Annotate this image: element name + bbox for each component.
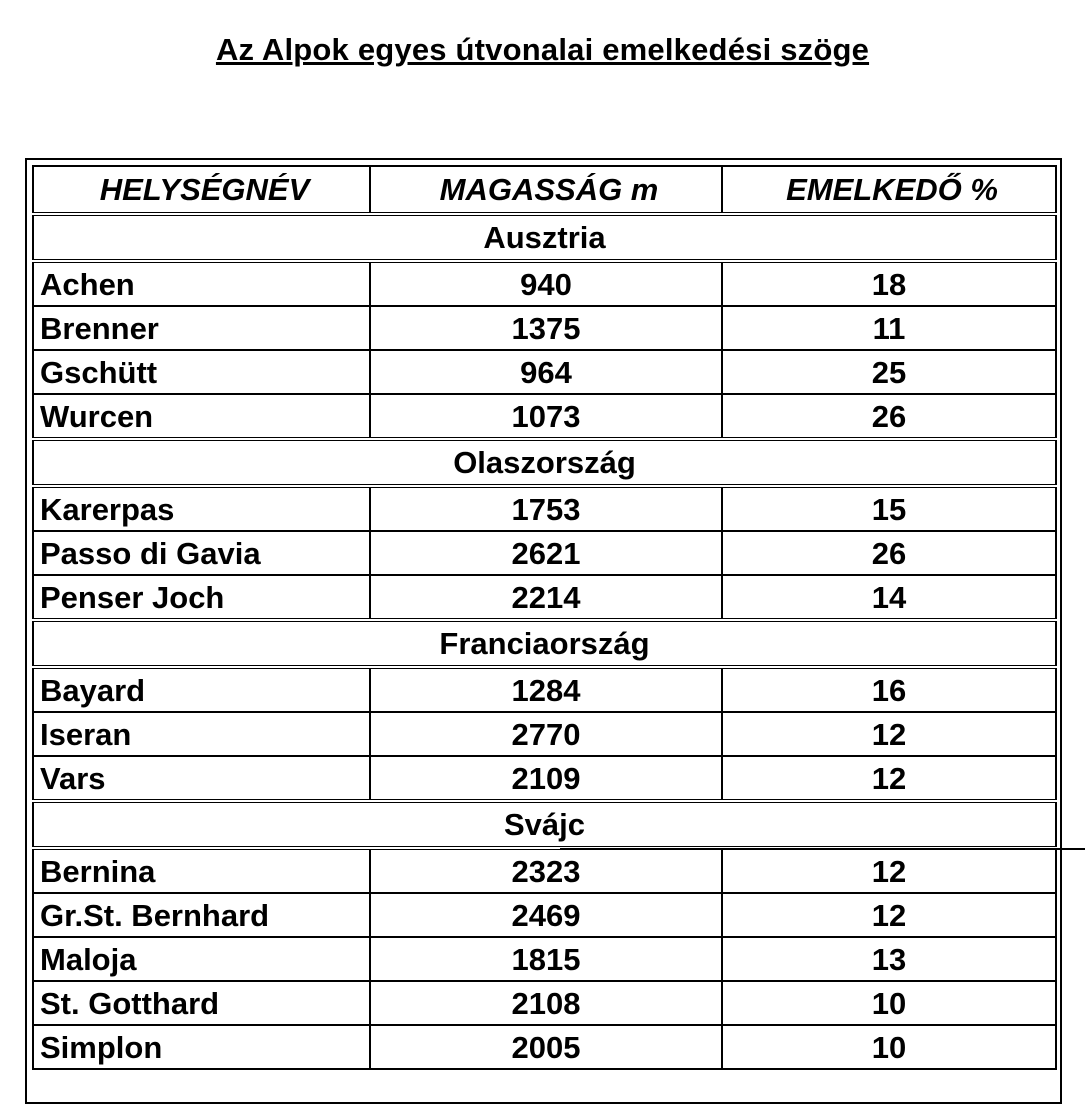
grade-cell: 11 [722, 306, 1056, 350]
height-cell: 2469 [370, 893, 722, 937]
alpine-routes-table [32, 165, 1057, 1070]
header-height: MAGASSÁG m [370, 166, 722, 214]
height-cell: 1753 [370, 486, 722, 531]
country-name: Ausztria [33, 214, 1056, 261]
grade-cell: 13 [722, 937, 1056, 981]
header-row [33, 166, 1056, 214]
place-cell: St. Gotthard [33, 981, 370, 1025]
grade-cell: 12 [722, 893, 1056, 937]
place-cell: Achen [33, 261, 370, 306]
place-cell: Karerpas [33, 486, 370, 531]
grade-cell: 12 [722, 756, 1056, 801]
grade-cell: 26 [722, 531, 1056, 575]
place-cell: Bayard [33, 667, 370, 712]
table-row [33, 486, 1056, 531]
grade-cell: 15 [722, 486, 1056, 531]
height-cell: 2770 [370, 712, 722, 756]
grade-cell: 12 [722, 848, 1056, 893]
grade-cell: 18 [722, 261, 1056, 306]
table-row [33, 893, 1056, 937]
grade-cell: 10 [722, 1025, 1056, 1069]
table-row [33, 756, 1056, 801]
grade-cell: 12 [722, 712, 1056, 756]
height-cell: 2214 [370, 575, 722, 620]
table-row [33, 848, 1056, 893]
grade-cell: 16 [722, 667, 1056, 712]
table-row [33, 394, 1056, 439]
country-group-row [33, 801, 1056, 848]
table-row [33, 261, 1056, 306]
height-cell: 964 [370, 350, 722, 394]
place-cell: Gr.St. Bernhard [33, 893, 370, 937]
grade-cell: 26 [722, 394, 1056, 439]
country-name: Svájc [33, 801, 1056, 848]
place-cell: Maloja [33, 937, 370, 981]
height-cell: 2621 [370, 531, 722, 575]
country-name: Franciaország [33, 620, 1056, 667]
table-row [33, 350, 1056, 394]
header-grade: EMELKEDŐ % [722, 166, 1056, 214]
country-group-row [33, 214, 1056, 261]
stray-pen-line [560, 848, 1085, 850]
height-cell: 1375 [370, 306, 722, 350]
height-cell: 1815 [370, 937, 722, 981]
place-cell: Brenner [33, 306, 370, 350]
grade-cell: 14 [722, 575, 1056, 620]
place-cell: Wurcen [33, 394, 370, 439]
table-row [33, 937, 1056, 981]
height-cell: 1284 [370, 667, 722, 712]
country-group-row [33, 439, 1056, 486]
table-row [33, 667, 1056, 712]
place-cell: Penser Joch [33, 575, 370, 620]
table-row [33, 575, 1056, 620]
height-cell: 2323 [370, 848, 722, 893]
page-title: Az Alpok egyes útvonalai emelkedési szöge [215, 32, 870, 67]
table-row [33, 531, 1056, 575]
place-cell: Gschütt [33, 350, 370, 394]
grade-cell: 25 [722, 350, 1056, 394]
height-cell: 940 [370, 261, 722, 306]
table-row [33, 712, 1056, 756]
table-row [33, 981, 1056, 1025]
grade-cell: 10 [722, 981, 1056, 1025]
country-name: Olaszország [33, 439, 1056, 486]
table-row [33, 306, 1056, 350]
height-cell: 2005 [370, 1025, 722, 1069]
table-row [33, 1025, 1056, 1069]
height-cell: 2108 [370, 981, 722, 1025]
place-cell: Simplon [33, 1025, 370, 1069]
country-group-row [33, 620, 1056, 667]
height-cell: 1073 [370, 394, 722, 439]
place-cell: Iseran [33, 712, 370, 756]
height-cell: 2109 [370, 756, 722, 801]
place-cell: Passo di Gavia [33, 531, 370, 575]
place-cell: Bernina [33, 848, 370, 893]
place-cell: Vars [33, 756, 370, 801]
header-place: HELYSÉGNÉV [33, 166, 370, 214]
